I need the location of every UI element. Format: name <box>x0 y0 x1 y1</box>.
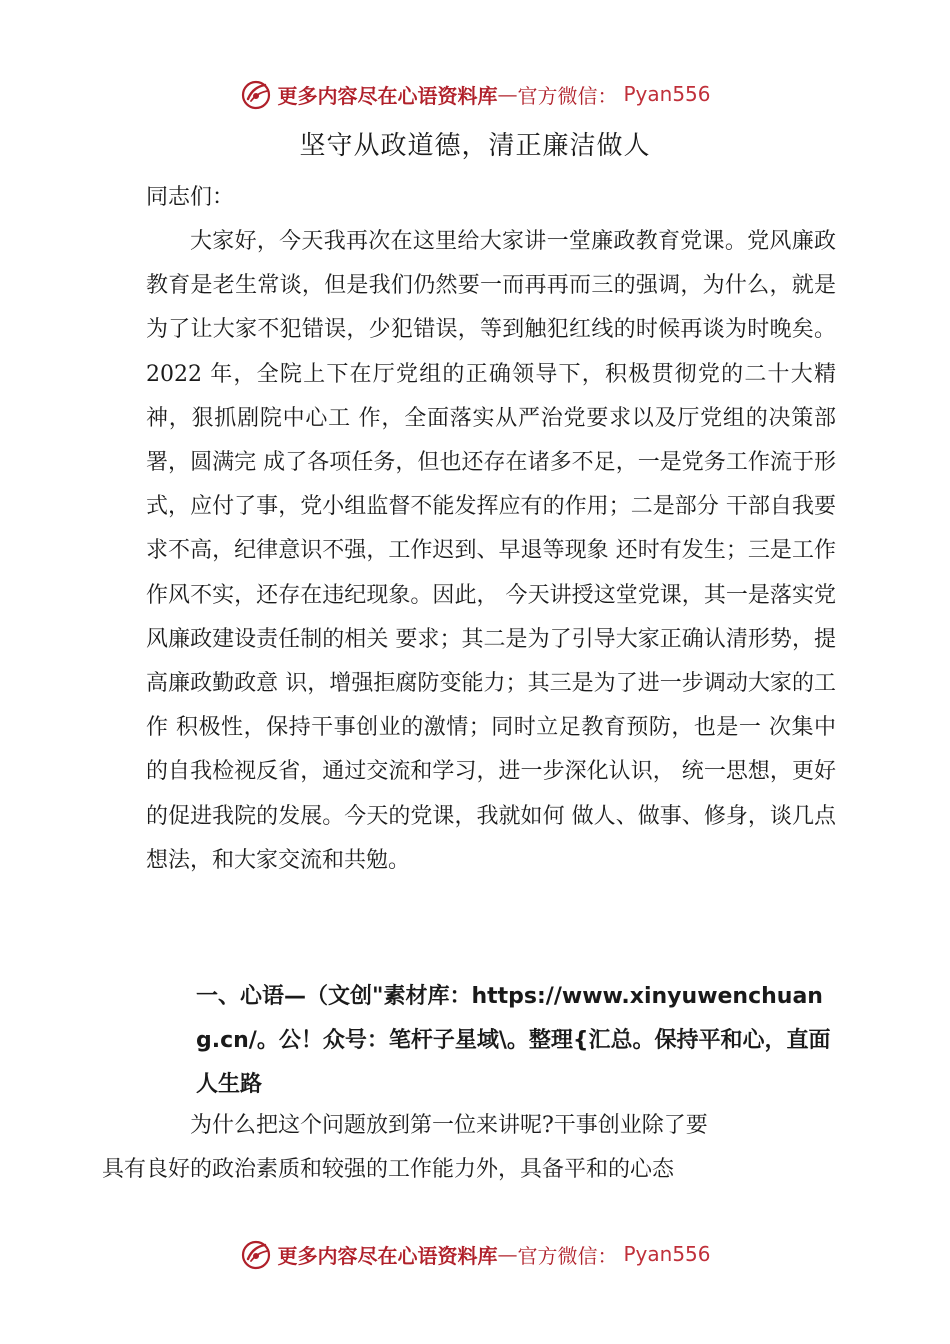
banner-wechat-id: Pyan556 <box>623 1242 711 1266</box>
banner-wechat-id: Pyan556 <box>623 82 711 106</box>
header-banner <box>0 72 950 116</box>
logo-icon <box>239 77 273 111</box>
banner-text: 更多内容尽在心语资料库 <box>277 83 498 108</box>
document-title: 坚守从政道德，清正廉洁做人 <box>299 131 651 161</box>
banner-wechat-label: 官方微信： <box>517 83 618 108</box>
banner-wechat-label: 官方微信： <box>517 1243 618 1268</box>
body-paragraph-2 <box>102 1104 836 1192</box>
body-paragraph: 大家好，今天我再次在这里给大家讲一堂廉政教育党课。党风廉政教育是老生常谈，但是我们仍然要一而再再而三的强调，为什么，就是为了让大家不犯错误，少犯错误，等到触犯红线的时候再谈为时晚矣。2022 年，全院上下在厅党组的正确领导下，积极贯彻党的二十大精神，狠抓剧院中心工 作，全面落实从严治党要求以及厅党组的决策部署，圆满完 成了各项任务，但也还存在诸多不足，一是党务工作流于形 式，应付了事，党小组监督不能发挥应有的作用；二是部分 干部自我要求不高，纪律意识不强，工作迟到、早退等现象 还时有发生；三是工作作风不实，还存在违纪现象。因此， 今天讲授这堂党课，其一是落实党风廉政建设责任制的相关 要求；其二是为了引导大家正确认清形势，提高廉政勤政意 识，增强拒腐防变能力；其三是为了进一步调动大家的工作 积极性，保持干事创业的激情；同时立足教育预防，也是一 次集中的自我检视反省，通过交流和学习，进一步深化认识， 统一思想，更好的促进我院的发展。今天的党课，我就如何 做人、做事、修身，谈几点想法，和大家交流和共勉。 <box>146 229 836 873</box>
logo-icon <box>239 1237 273 1271</box>
banner-separator: — <box>497 1242 518 1266</box>
banner-text: 更多内容尽在心语资料库 <box>277 1243 498 1268</box>
section-heading: 一、心语—（文创"素材库：https://www.xinyuwenchuang.cn/。公！众号：笔杆子星域\。整理{汇总。保持平和心，直面人生路 <box>196 984 831 1097</box>
salutation: 同志们： <box>146 185 235 210</box>
paragraph-2-line-1: 为什么把这个问题放到第一位来讲呢?干事创业除了要 <box>190 1113 708 1138</box>
footer-banner <box>0 1232 950 1276</box>
paragraph-2-line-2: 具有良好的政治素质和较强的工作能力外，具备平和的心态 <box>102 1157 675 1182</box>
banner-separator: — <box>497 82 518 106</box>
